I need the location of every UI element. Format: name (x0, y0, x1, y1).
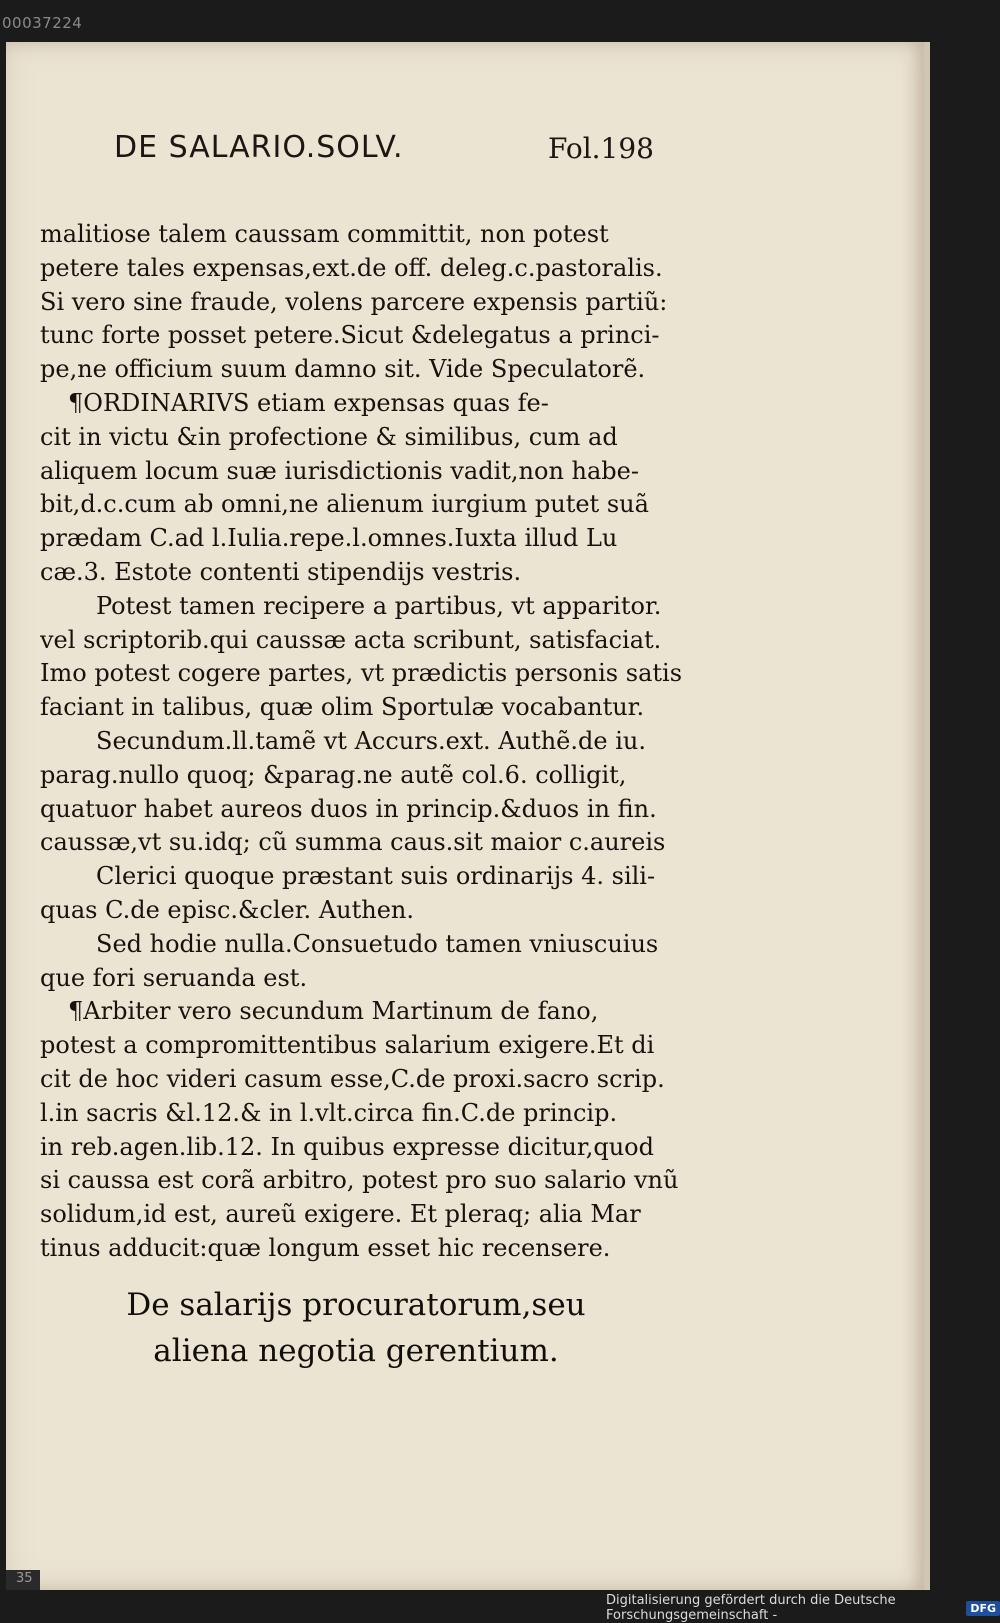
text-line: tinus adducit:quæ longum esset hic recensere. (40, 1233, 611, 1262)
text-line: ¶ORDINARIVS etiam expensas quas fe- (68, 388, 549, 417)
book-page (6, 42, 930, 1590)
section-heading (6, 1282, 706, 1374)
page-corner-shadow (6, 1570, 40, 1590)
text-line: Secundum.ll.tamẽ vt Accurs.ext. Authẽ.de iu. (96, 726, 646, 755)
text-line: Potest tamen recipere a partibus, vt apparitor. (96, 591, 662, 620)
body-text (40, 218, 702, 1266)
text-line: vel scriptorib.qui caussæ acta scribunt, satisfaciat. (40, 625, 662, 654)
text-line: cæ.3. Estote contenti stipendijs vestris. (40, 557, 522, 586)
text-line: quatuor habet aureos duos in princip.&duos in fin. (40, 794, 657, 823)
text-line: malitiose talem caussam committit, non potest (40, 220, 609, 248)
text-line: petere tales expensas,ext.de off. deleg.c.pastoralis. (40, 253, 663, 282)
dfg-logo-icon: DFG (966, 1601, 1000, 1616)
text-line: potest a compromittentibus salarium exigere.Et di (40, 1031, 655, 1060)
text-line: parag.nullo quoq; &parag.ne autẽ col.6. colligit, (40, 760, 627, 789)
text-line: que fori seruanda est. (40, 963, 308, 992)
page-header (114, 130, 654, 170)
heading-line: De salarijs procuratorum,seu (126, 1287, 586, 1323)
text-line: Si vero sine fraude, volens parcere expensis partiũ: (40, 287, 668, 316)
text-line: solidum,id est, aureũ exigere. Et pleraq; alia Mar (40, 1200, 641, 1229)
scan-id-label: 00037224 (2, 14, 83, 32)
running-title: DE SALARIO.SOLV. (114, 130, 404, 165)
text-line: quas C.de episc.&cler. Authen. (40, 895, 414, 924)
text-line: ¶Arbiter vero secundum Martinum de fano, (68, 997, 599, 1026)
text-line: in reb.agen.lib.12. In quibus expresse dicitur,quod (40, 1132, 654, 1161)
digitization-footer (606, 1593, 1000, 1623)
text-line: cit in victu &in profectione & similibus, cum ad (40, 422, 618, 451)
corner-mark: 35 (16, 1571, 33, 1586)
text-line: tunc forte posset petere.Sicut &delegatus a princi- (40, 321, 660, 350)
text-line: Imo potest cogere partes, vt prædictis personis satis (40, 659, 683, 688)
text-line: faciant in talibus, quæ olim Sportulæ vocabantur. (40, 693, 645, 722)
text-line: pe,ne officium suum damno sit. Vide Speculatorẽ. (40, 355, 646, 384)
folio-number: Fol.198 (547, 132, 654, 165)
text-line: aliquem locum suæ iurisdictionis vadit,non habe- (40, 456, 639, 485)
text-line: Clerici quoque præstant suis ordinarijs 4. sili- (96, 862, 656, 891)
text-line: prædam C.ad l.Iulia.repe.l.omnes.Iuxta illud Lu (40, 524, 618, 553)
text-line: caussæ,vt su.idq; cũ summa caus.sit maior c.aureis (40, 828, 666, 857)
text-line: Sed hodie nulla.Consuetudo tamen vniuscuius (96, 929, 659, 958)
heading-line: aliena negotia gerentium. (153, 1333, 559, 1369)
text-line: cit de hoc videri casum esse,C.de proxi.sacro scrip. (40, 1064, 665, 1093)
text-line: bit,d.c.cum ab omni,ne alienum iurgium putet suã (40, 490, 649, 519)
text-line: si caussa est corã arbitro, potest pro suo salario vnũ (40, 1166, 679, 1195)
text-line: l.in sacris &l.12.& in l.vlt.circa fin.C.de princip. (40, 1098, 618, 1127)
footer-credit: Digitalisierung gefördert durch die Deutsche Forschungsgemeinschaft - (606, 1593, 896, 1623)
